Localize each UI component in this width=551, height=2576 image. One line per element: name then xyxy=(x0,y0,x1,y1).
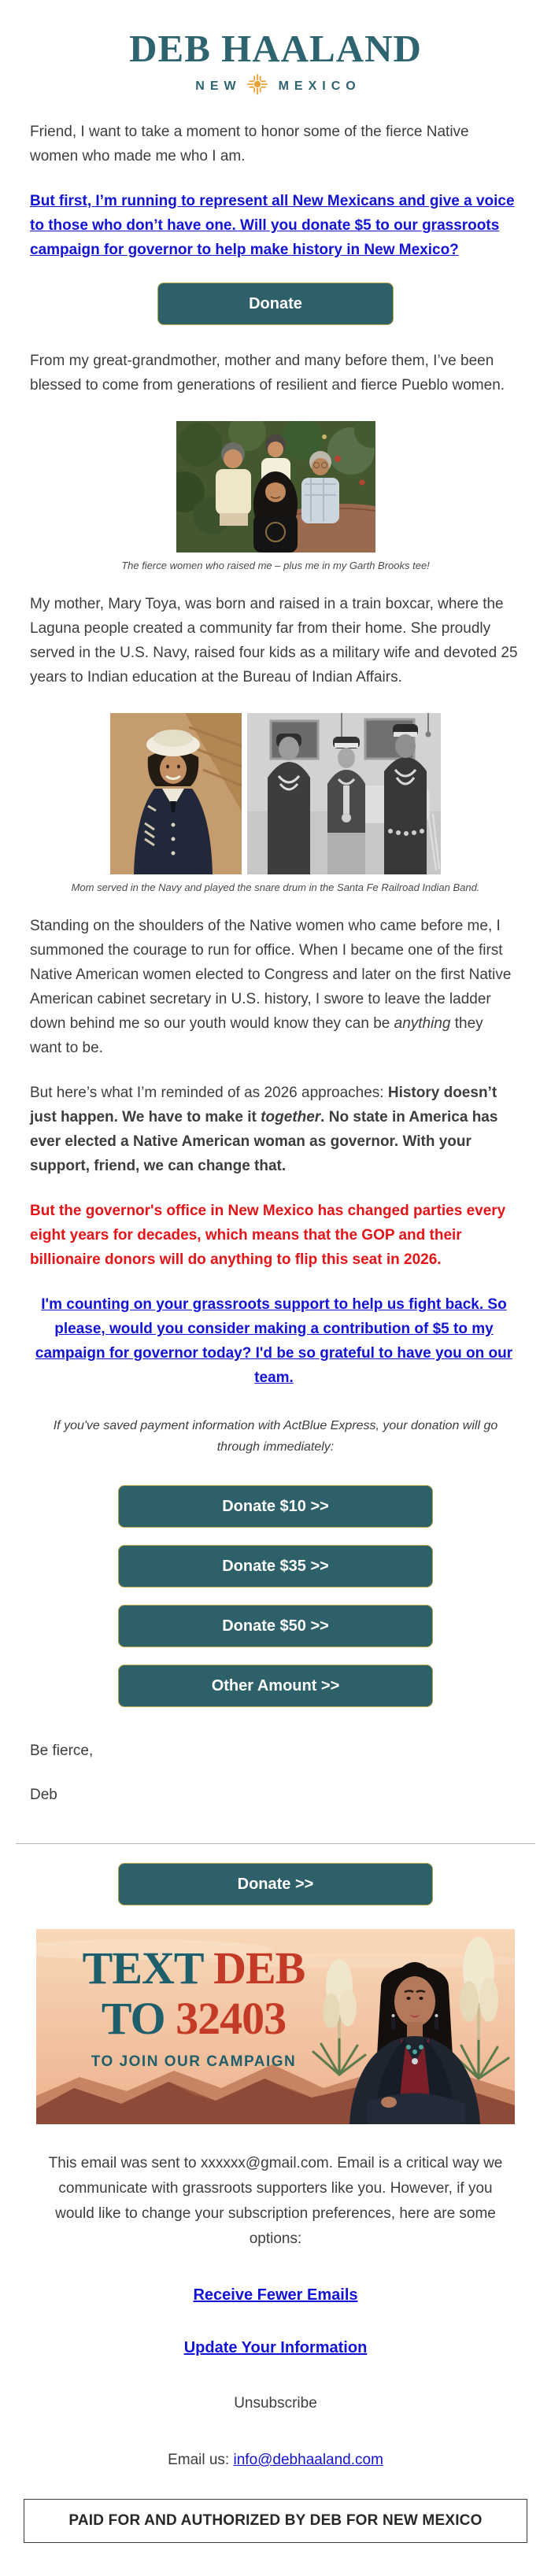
family-photo-caption: The fierce women who raised me – plus me in my Garth Brooks tee! xyxy=(121,560,430,571)
paid-for-disclaimer-box xyxy=(24,2499,527,2543)
railroad-band-photo xyxy=(247,713,441,874)
logo-tagline xyxy=(0,73,551,99)
banner-word-to: TO xyxy=(101,1993,165,2044)
signoff-line: Be fierce, xyxy=(30,1743,94,1759)
gop-warning-paragraph: But the governor's office in New Mexico has changed parties every eight years for decades, which means that the GOP and their billionaire donors will do anything to flip this seat in 2026. xyxy=(30,1203,506,1268)
unsubscribe-link[interactable]: Unsubscribe xyxy=(234,2395,317,2412)
first-ask-link[interactable]: But first, I’m running to represent all New Mexicans and give a voice to those who don’t have one. Will you donate $5 to our grassroots campaign for governor to help make history in New Mexico? xyxy=(30,193,515,258)
update-information-link[interactable]: Update Your Information xyxy=(183,2339,368,2356)
navy-portrait-photo xyxy=(110,713,242,874)
family-photo-figure xyxy=(0,421,551,571)
donate-button[interactable]: Donate xyxy=(157,283,394,325)
together-emphasis: together xyxy=(261,1109,321,1125)
second-ask-link[interactable]: I'm counting on your grassroots support to help us fight back. So please, would you consider making a contribution of $5 to my campaign for governor today? I'd be so grateful to have you on our team. xyxy=(35,1296,513,1386)
donate-amount-buttons xyxy=(0,1476,551,1716)
second-ask-paragraph xyxy=(30,1292,518,1390)
footer-link-row xyxy=(0,2339,551,2357)
mom-photos-figure xyxy=(0,713,551,893)
shoulders-text: Standing on the shoulders of the Native women who came before me, I summoned the courage to run for office. When I became one of the first Native American women elected to Congress and later on the first Native American cabinet secretary in U.S. history, I swore to leave the ladder down behind me so our youth would know they can be xyxy=(30,918,512,1032)
zia-sun-icon xyxy=(246,73,268,99)
footer-sent-paragraph: This email was sent to xxxxxx@gmail.com. Email is a critical way we communicate with grassroots supporters like you. However, if you would like to change your subscription preferences, here are some options: xyxy=(48,2155,503,2247)
intro-paragraph: Friend, I want to take a moment to honor some of the fierce Native women who made me who I am. xyxy=(30,124,469,164)
text-to-join-banner xyxy=(36,1929,515,2124)
banner-shortcode: 32403 xyxy=(176,1993,287,2044)
generations-paragraph: From my great-grandmother, mother and many before them, I’ve been blessed to come from generations of resilient and fierce Pueblo women. xyxy=(30,353,505,394)
history-bold: History doesn’t just happen. We have to make it xyxy=(30,1085,497,1125)
mom-photos-caption: Mom served in the Navy and played the snare drum in the Santa Fe Railroad Indian Band. xyxy=(71,881,480,893)
mom-photo-pair xyxy=(0,713,551,874)
banner-word-text: TEXT xyxy=(82,1942,203,1994)
shoulders-paragraph xyxy=(30,914,518,1060)
email-us-label: Email us: xyxy=(168,2452,234,2468)
signature-name: Deb xyxy=(30,1787,57,1803)
banner-word-deb: DEB xyxy=(213,1942,305,1994)
logo-tagline-mexico: MEXICO xyxy=(278,79,361,93)
actblue-note: If you've saved payment information with ActBlue Express, your donation will go through immediately: xyxy=(53,1419,498,1454)
shoulders-emphasis: anything xyxy=(394,1015,451,1032)
history-lead: But here’s what I’m reminded of as 2026 approaches: xyxy=(30,1085,388,1101)
receive-fewer-emails-link[interactable]: Receive Fewer Emails xyxy=(193,2286,358,2304)
logo-wordmark: DEB HAALAND xyxy=(129,27,422,70)
donate-other-amount-button[interactable]: Other Amount >> xyxy=(118,1665,433,1707)
donate-35-button[interactable]: Donate $35 >> xyxy=(118,1545,433,1587)
disclaimer-text: PAID FOR AND AUTHORIZED BY DEB FOR NEW MEXICO xyxy=(68,2512,483,2529)
footer-link-row xyxy=(0,2286,551,2304)
donate-10-button[interactable]: Donate $10 >> xyxy=(118,1485,433,1528)
history-bold-end: . No state in America has ever elected a Native American woman as governor. With your support, friend, we can change that. xyxy=(30,1109,498,1174)
mother-paragraph: My mother, Mary Toya, was born and raised in a train boxcar, where the Laguna people created a community far from their home. She proudly served in the U.S. Navy, raised four kids as a military wife and devoted 25 years to Indian education at the Bureau of Indian Affairs. xyxy=(30,596,518,686)
donate-button-row-final xyxy=(0,1863,551,1905)
banner-line-2 xyxy=(47,1994,340,2044)
history-paragraph xyxy=(30,1081,518,1178)
email-us-line xyxy=(0,2452,551,2469)
donate-50-button[interactable]: Donate $50 >> xyxy=(118,1605,433,1647)
shoulders-text-end: they want to be. xyxy=(30,1015,483,1056)
campaign-logo xyxy=(0,0,551,99)
history-bold-italic xyxy=(261,1109,320,1125)
family-garden-photo xyxy=(176,421,375,553)
first-ask-paragraph xyxy=(30,189,518,262)
divider xyxy=(16,1843,535,1844)
banner-subline: TO JOIN OUR CAMPAIGN xyxy=(91,2053,297,2070)
logo-tagline-new: NEW xyxy=(195,79,242,93)
banner-line-1 xyxy=(47,1943,340,1994)
email-us-link[interactable]: info@debhaaland.com xyxy=(233,2452,383,2468)
donate-button-row-1 xyxy=(0,283,551,325)
donate-final-button[interactable]: Donate >> xyxy=(118,1863,433,1905)
banner-text-block xyxy=(47,1943,340,2071)
